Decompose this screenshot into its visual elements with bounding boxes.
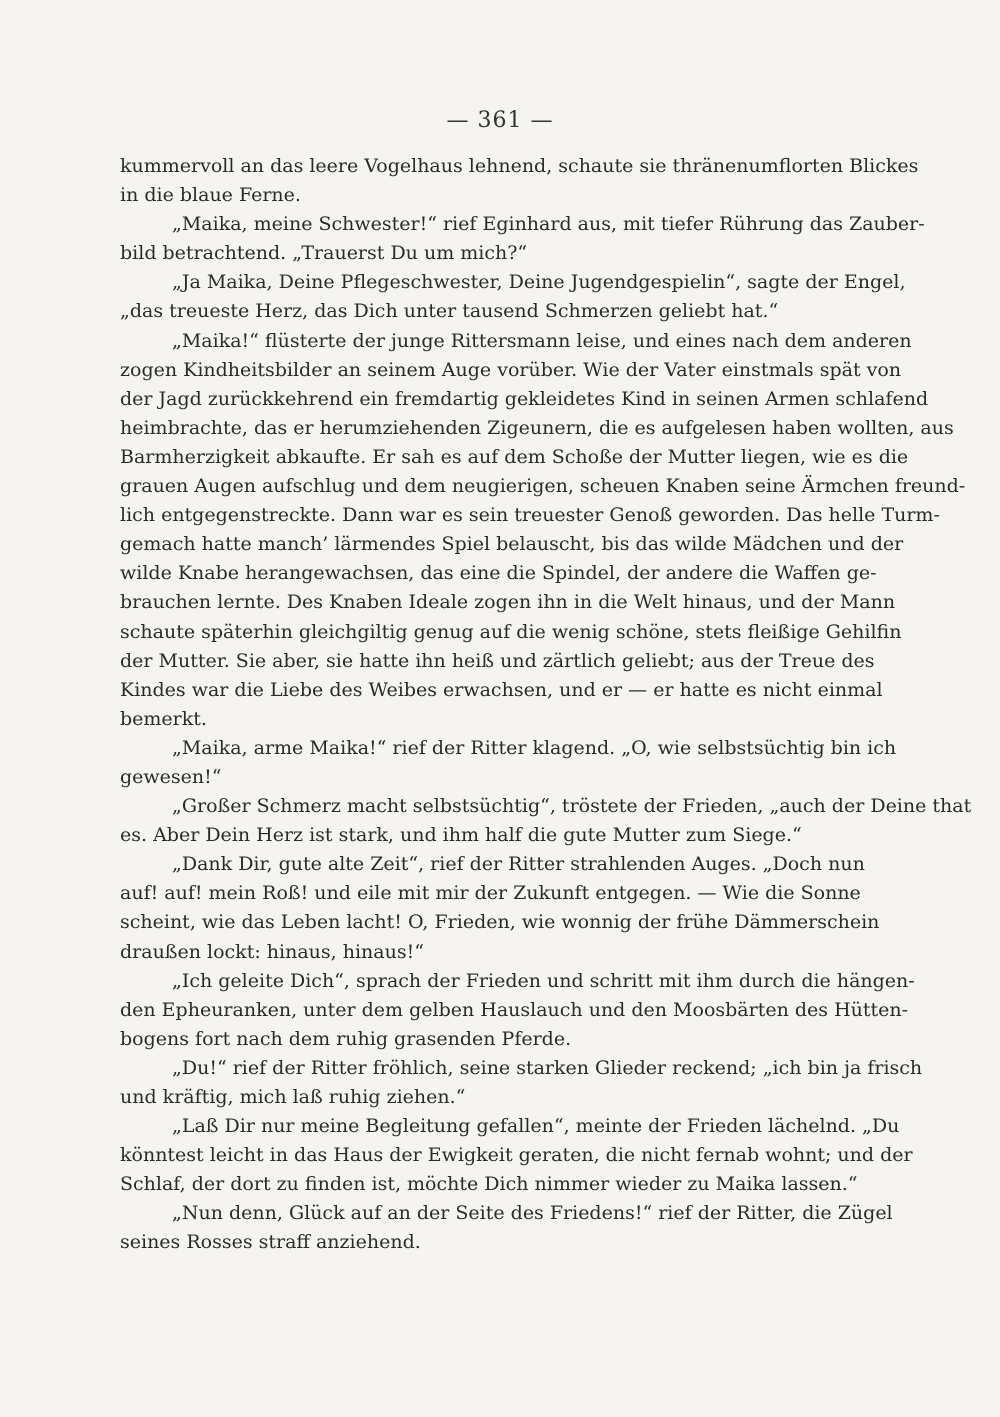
text-line: „Du!“ rief der Ritter fröhlich, seine starken Glieder reckend; „ich bin ja frisch bbox=[172, 1056, 923, 1079]
text-line: seines Rosses straff anziehend. bbox=[120, 1231, 421, 1254]
text-line: „Laß Dir nur meine Begleitung gefallen“, meinte der Frieden lächelnd. „Du bbox=[172, 1115, 900, 1138]
text-line: Kindes war die Liebe des Weibes erwachsen, und er — er hatte es nicht einmal bbox=[120, 678, 883, 701]
text-line: heimbrachte, das er herumziehenden Zigeunern, die es aufgelesen haben wollten, aus bbox=[120, 416, 954, 439]
text-line: draußen lockt: hinaus, hinaus!“ bbox=[120, 940, 424, 963]
text-line: „Maika, arme Maika!“ rief der Ritter klagend. „O, wie selbstsüchtig bin ich bbox=[172, 736, 897, 759]
text-line: „Maika!“ flüsterte der junge Rittersmann leise, und eines nach dem anderen bbox=[172, 329, 912, 352]
text-line: Barmherzigkeit abkaufte. Er sah es auf dem Schoße der Mutter liegen, wie es die bbox=[120, 445, 909, 468]
text-line: scheint, wie das Leben lacht! O, Frieden, wie wonnig der frühe Dämmerschein bbox=[120, 911, 880, 934]
text-line: Schlaf, der dort zu finden ist, möchte Dich nimmer wieder zu Maika lassen.“ bbox=[120, 1173, 858, 1196]
text-line: bemerkt. bbox=[120, 707, 207, 730]
text-line: „Ja Maika, Deine Pflegeschwester, Deine Jugendgespielin“, sagte der Engel, bbox=[172, 271, 906, 294]
text-line: „Dank Dir, gute alte Zeit“, rief der Ritter strahlenden Auges. „Doch nun bbox=[172, 853, 865, 876]
text-line: den Epheuranken, unter dem gelben Hauslauch und den Moosbärten des Hütten- bbox=[120, 998, 909, 1021]
text-line: der Jagd zurückkehrend ein fremdartig gekleidetes Kind in seinen Armen schlafend bbox=[120, 387, 929, 410]
text-line: wilde Knabe herangewachsen, das eine die Spindel, der andere die Waffen ge- bbox=[120, 562, 877, 585]
body-text bbox=[120, 152, 972, 1258]
text-line: „Ich geleite Dich“, sprach der Frieden und schritt mit ihm durch die hängen- bbox=[172, 969, 915, 992]
text-line: kummervoll an das leere Vogelhaus lehnend, schaute sie thränenumflorten Blickes bbox=[120, 155, 919, 177]
text-line: auf! auf! mein Roß! und eile mit mir der Zukunft entgegen. — Wie die Sonne bbox=[120, 882, 861, 905]
text-line: schaute späterhin gleichgiltig genug auf die wenig schöne, stets fleißige Gehilfin bbox=[120, 620, 902, 643]
text-line: grauen Augen aufschlug und dem neugierigen, scheuen Knaben seine Ärmchen freund- bbox=[120, 475, 966, 498]
text-line: der Mutter. Sie aber, sie hatte ihn heiß und zärtlich geliebt; aus der Treue des bbox=[120, 649, 875, 672]
text-line: „Großer Schmerz macht selbstsüchtig“, tröstete der Frieden, „auch der Deine that bbox=[172, 795, 972, 818]
text-line: gewesen!“ bbox=[120, 765, 222, 788]
text-line: bild betrachtend. „Trauerst Du um mich?“ bbox=[120, 242, 528, 265]
text-line: „Nun denn, Glück auf an der Seite des Friedens!“ rief der Ritter, die Zügel bbox=[172, 1202, 893, 1225]
text-line: bogens fort nach dem ruhig grasenden Pferde. bbox=[120, 1027, 572, 1050]
text-line: lich entgegenstreckte. Dann war es sein treuester Genoß geworden. Das helle Turm- bbox=[120, 504, 940, 527]
text-line: gemach hatte manch’ lärmendes Spiel belauscht, bis das wilde Mädchen und der bbox=[120, 533, 904, 556]
text-line: brauchen lernte. Des Knaben Ideale zogen ihn in die Welt hinaus, und der Mann bbox=[120, 591, 896, 614]
text-line: und kräftig, mich laß ruhig ziehen.“ bbox=[120, 1086, 466, 1108]
page-number: — 361 — bbox=[446, 108, 554, 133]
text-line: „Maika, meine Schwester!“ rief Eginhard aus, mit tiefer Rührung das Zauber- bbox=[172, 213, 925, 236]
text-line: „das treueste Herz, das Dich unter tausend Schmerzen geliebt hat.“ bbox=[120, 300, 779, 323]
text-line: könntest leicht in das Haus der Ewigkeit geraten, die nicht fernab wohnt; und der bbox=[120, 1144, 913, 1167]
text-line: es. Aber Dein Herz ist stark, und ihm half die gute Mutter zum Siege.“ bbox=[120, 824, 802, 847]
text-line: zogen Kindheitsbilder an seinem Auge vorüber. Wie der Vater einstmals spät von bbox=[120, 358, 902, 381]
text-line: in die blaue Ferne. bbox=[120, 184, 301, 207]
